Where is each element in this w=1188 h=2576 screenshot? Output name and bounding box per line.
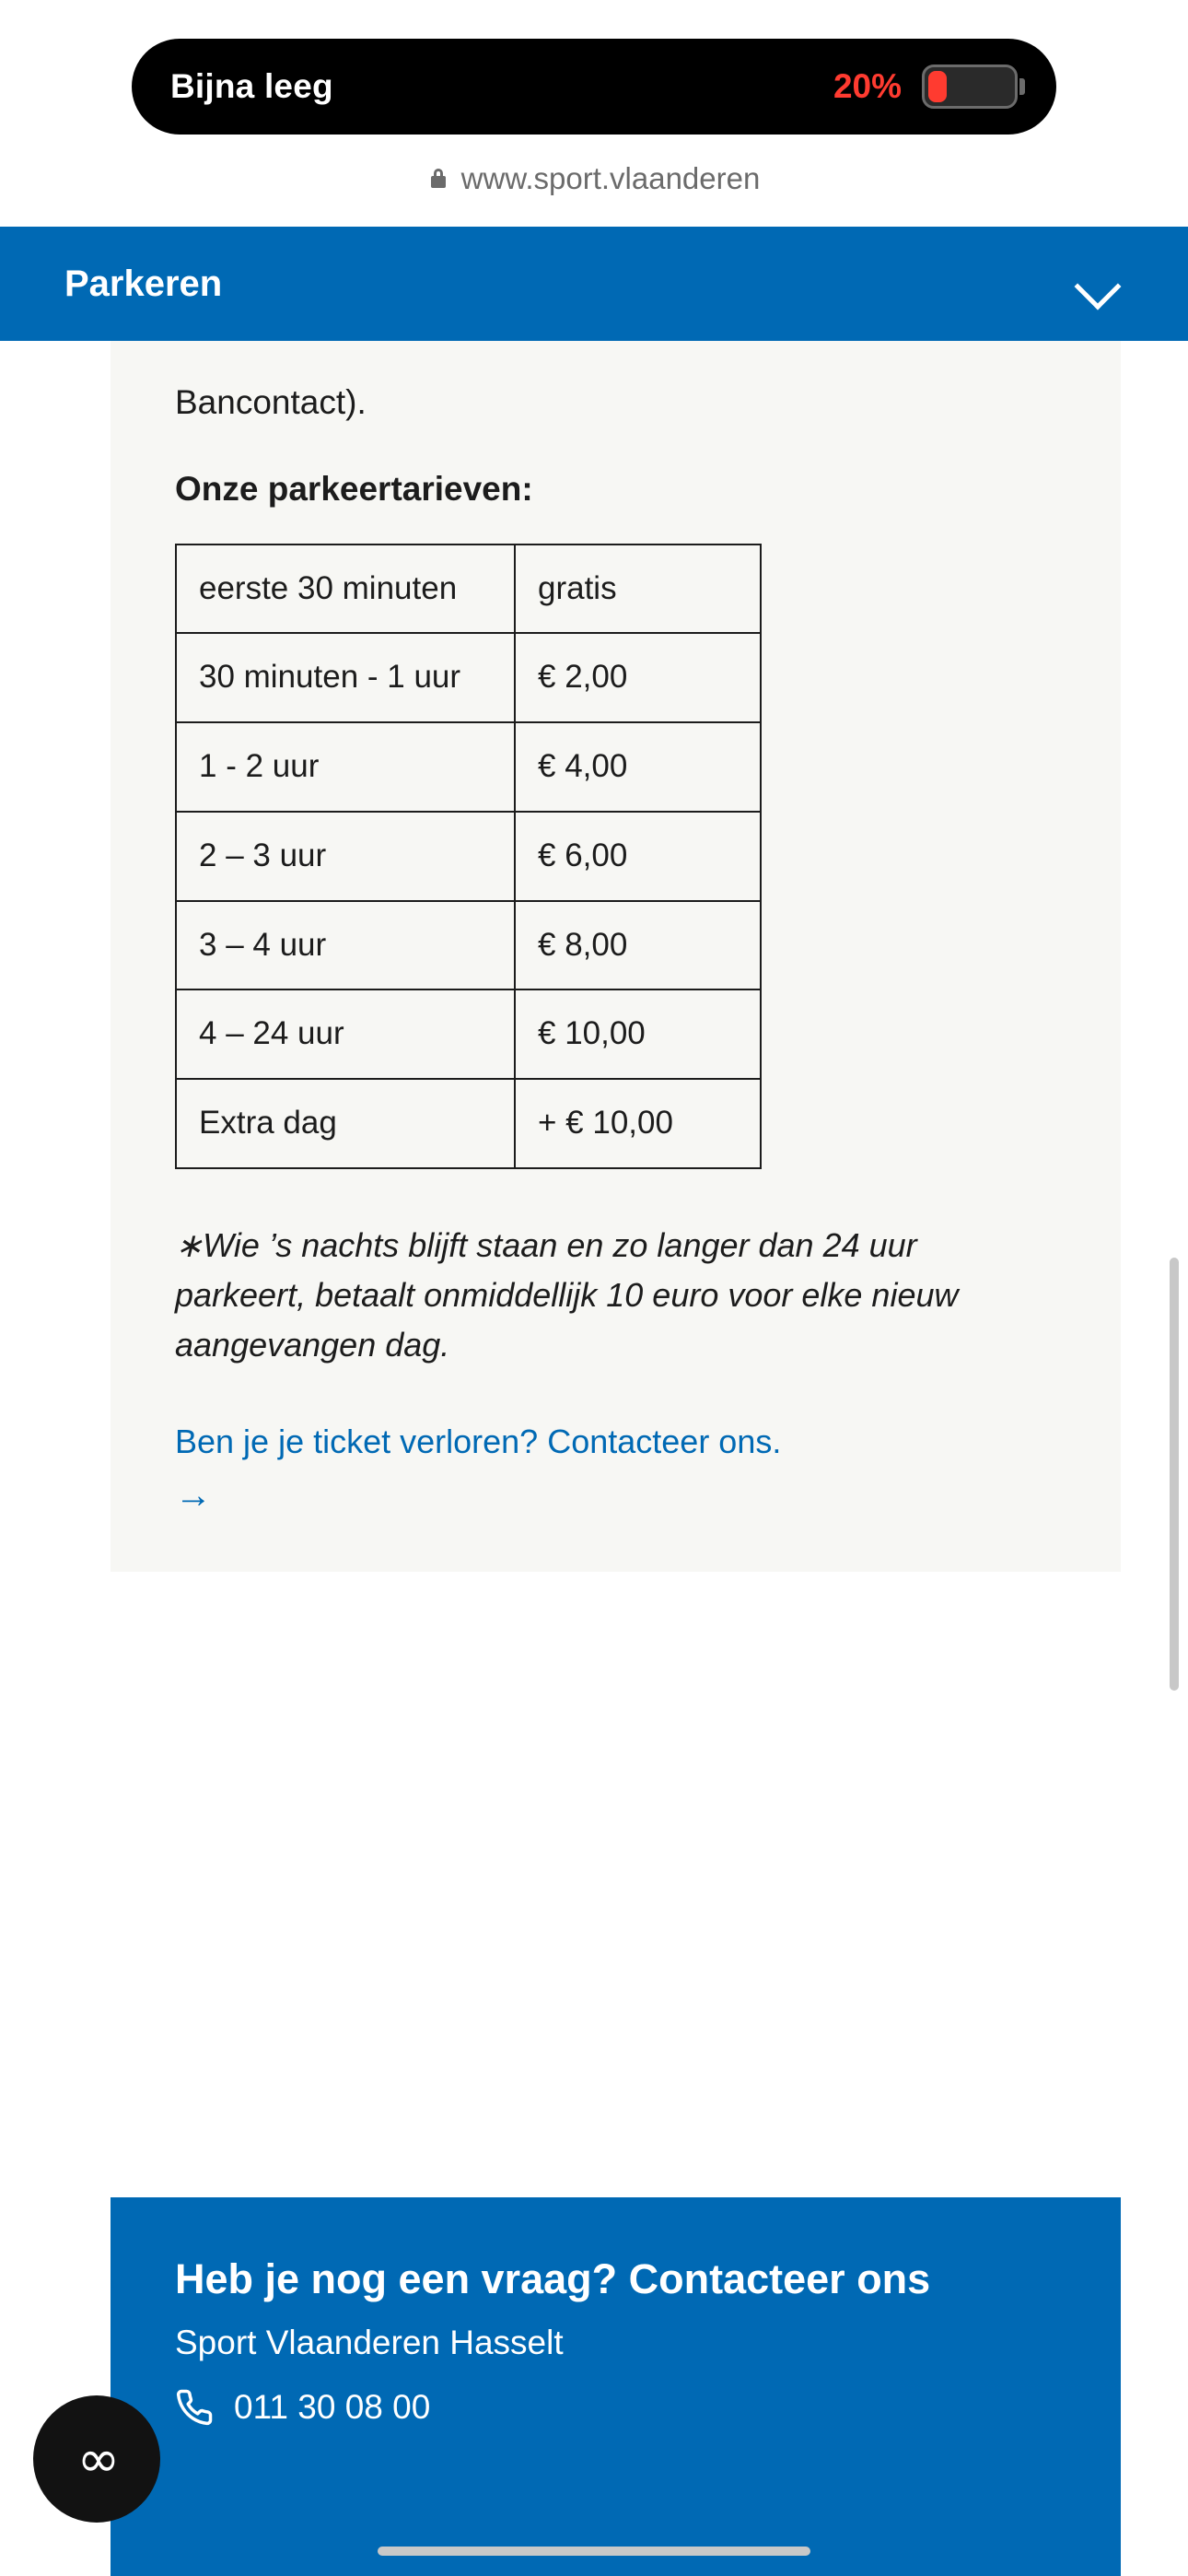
contact-phone-number[interactable]: 011 30 08 00 [234, 2387, 431, 2426]
tariff-duration: 4 – 24 uur [176, 989, 515, 1079]
tariff-price: € 6,00 [515, 812, 761, 901]
table-row [176, 1079, 761, 1168]
accessibility-icon: ∞ [76, 2429, 117, 2489]
tariff-price: € 4,00 [515, 722, 761, 812]
tariff-duration: eerste 30 minuten [176, 544, 515, 634]
battery-status-label: Bijna leeg [170, 67, 333, 105]
intro-fragment-text: Bancontact). [175, 383, 367, 421]
overnight-parking-note: ∗Wie ’s nachts blijft staan en zo langer dan 24 uur parkeert, betaalt onmiddellijk 10 euro voor elke nieuw aangevangen dag. [175, 1225, 959, 1364]
accessibility-widget-button[interactable] [33, 2395, 160, 2523]
table-row [176, 989, 761, 1079]
table-row [176, 633, 761, 722]
tariff-duration: 1 - 2 uur [176, 722, 515, 812]
url-text: www.sport.vlaanderen [460, 161, 761, 195]
accordion-header-parkeren[interactable] [0, 227, 1188, 341]
tariff-price: € 2,00 [515, 633, 761, 722]
contact-location: Sport Vlaanderen Hasselt [175, 2323, 564, 2361]
tariff-duration: Extra dag [176, 1079, 515, 1168]
table-row [176, 812, 761, 901]
tariff-price: € 8,00 [515, 901, 761, 990]
contact-phone-row[interactable] [175, 2388, 1056, 2427]
table-row [176, 901, 761, 990]
tariff-price: + € 10,00 [515, 1079, 761, 1168]
browser-url-bar[interactable] [0, 150, 1188, 207]
horizontal-scrollbar[interactable] [378, 2547, 810, 2556]
contact-heading: Heb je nog een vraag? Contacteer ons [175, 2255, 931, 2302]
lock-icon [428, 167, 448, 191]
parking-tariffs-table [175, 544, 762, 1169]
lost-ticket-contact-link[interactable]: Ben je je ticket verloren? Contacteer ons. [175, 1422, 782, 1460]
accordion-content-panel [111, 341, 1121, 1572]
tariff-duration: 2 – 3 uur [176, 812, 515, 901]
battery-cap [1019, 78, 1025, 95]
arrow-right-icon[interactable]: → [175, 1475, 212, 1516]
phone-icon [175, 2388, 214, 2427]
battery-icon [922, 64, 1018, 109]
battery-status-pill [132, 39, 1056, 135]
chevron-down-icon[interactable] [1074, 268, 1127, 299]
table-row [176, 544, 761, 634]
tariff-price: gratis [515, 544, 761, 634]
tariff-duration: 3 – 4 uur [176, 901, 515, 990]
battery-fill [928, 71, 947, 102]
accordion-title: Parkeren [64, 263, 223, 304]
tariff-price: € 10,00 [515, 989, 761, 1079]
content-inner [111, 378, 1121, 1516]
table-row [176, 722, 761, 812]
battery-status-right [833, 64, 1018, 109]
tariffs-heading: Onze parkeertarieven: [175, 469, 533, 508]
contact-block [111, 2197, 1121, 2576]
vertical-scrollbar[interactable] [1170, 1258, 1179, 1691]
battery-percent-label: 20% [833, 67, 902, 105]
tariff-duration: 30 minuten - 1 uur [176, 633, 515, 722]
